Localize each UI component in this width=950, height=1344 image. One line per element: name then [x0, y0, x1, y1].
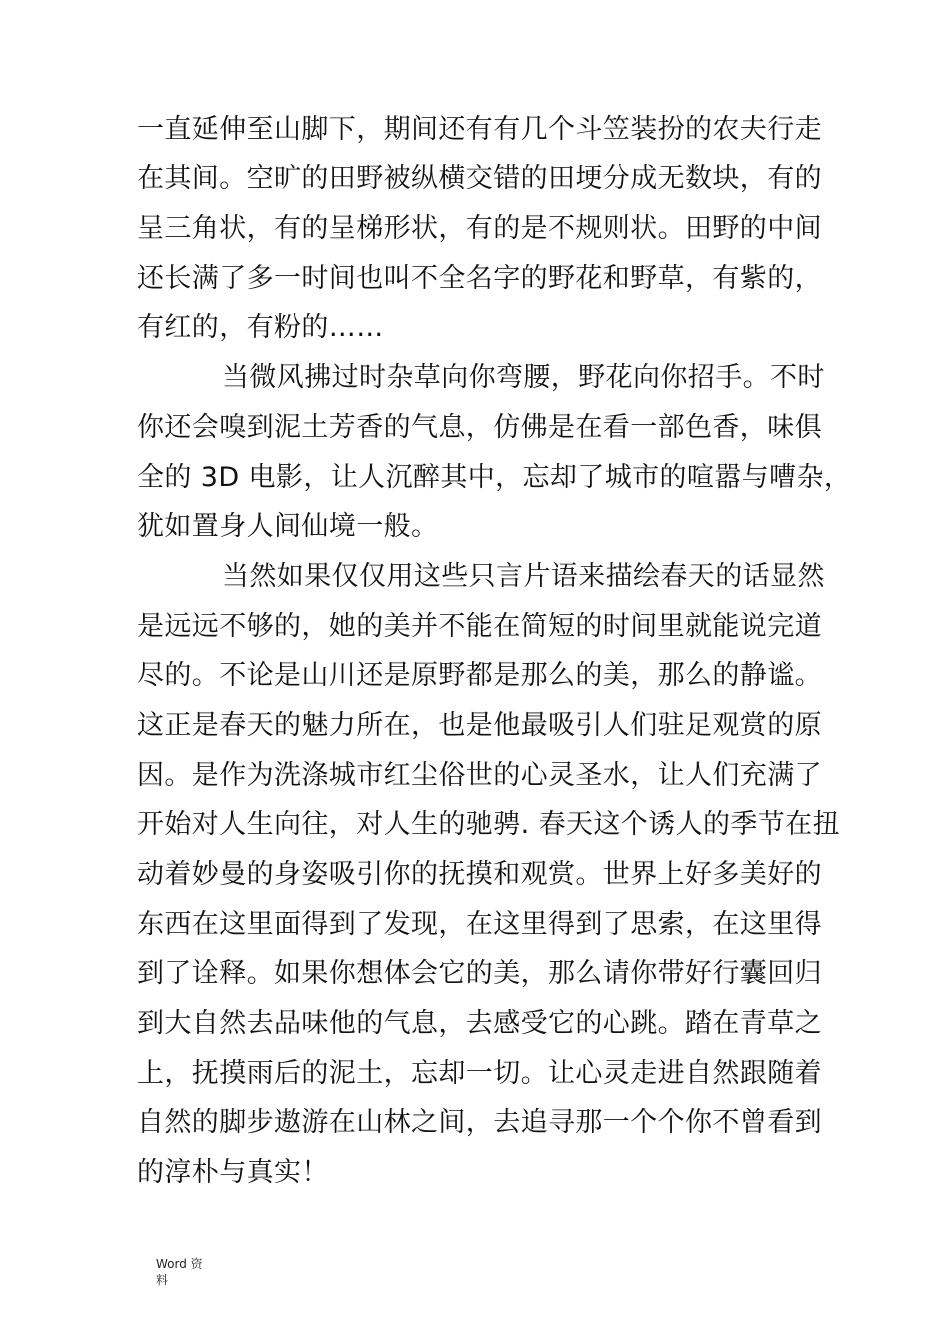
paragraph-start-line: 当然如果仅仅用这些只言片语来描绘春天的话显然	[222, 561, 825, 592]
text-line: 东西在这里面得到了发现，在这里得到了思索，在这里得	[137, 909, 822, 940]
text-line: 一直延伸至山脚下，期间还有有几个斗笠装扮的农夫行走	[137, 114, 822, 145]
text-line: 自然的脚步遨游在山林之间，去追寻那一个个你不曾看到	[137, 1107, 822, 1138]
text-line: 动着妙曼的身姿吸引你的抚摸和观赏。世界上好多美好的	[137, 859, 822, 890]
paragraph-start-line: 当微风拂过时杂草向你弯腰，野花向你招手。不时	[222, 362, 825, 393]
footer-line-2: 料	[156, 1273, 169, 1287]
text-line: 有红的，有粉的……	[137, 312, 384, 343]
text-line: 是远远不够的，她的美并不能在简短的时间里就能说完道	[137, 611, 822, 642]
text-line: 上，抚摸雨后的泥土，忘却一切。让心灵走进自然跟随着	[137, 1058, 822, 1089]
text-line: 这正是春天的魅力所在，也是他最吸引人们驻足观赏的原	[137, 710, 822, 741]
text-line: 的淳朴与真实！	[137, 1157, 329, 1188]
footer-line-1: Word 资	[156, 1257, 203, 1271]
text-line: 犹如置身人间仙境一般。	[137, 511, 439, 542]
text-line: 呈三角状，有的呈梯形状，有的是不规则状。田野的中间	[137, 213, 822, 244]
text-line: 到大自然去品味他的气息，去感受它的心跳。踏在青草之	[137, 1008, 822, 1039]
text-line: 你还会嗅到泥土芳香的气息，仿佛是在看一部色香，味俱	[137, 412, 822, 443]
page-footer	[156, 1256, 203, 1288]
text-line: 因。是作为洗涤城市红尘俗世的心灵圣水，让人们充满了	[137, 760, 822, 791]
text-line: 全的 3D 电影，让人沉醉其中，忘却了城市的喧嚣与嘈杂，	[137, 462, 852, 493]
text-line: 到了诠释。如果你想体会它的美，那么请你带好行囊回归	[137, 958, 822, 989]
text-line: 还长满了多一时间也叫不全名字的野花和野草，有紫的，	[137, 263, 822, 294]
text-line: 开始对人生向往，对人生的驰骋. 春天这个诱人的季节在扭	[137, 809, 840, 840]
text-line: 尽的。不论是山川还是原野都是那么的美，那么的静谧。	[137, 660, 822, 691]
text-line: 在其间。空旷的田野被纵横交错的田埂分成无数块，有的	[137, 163, 822, 194]
